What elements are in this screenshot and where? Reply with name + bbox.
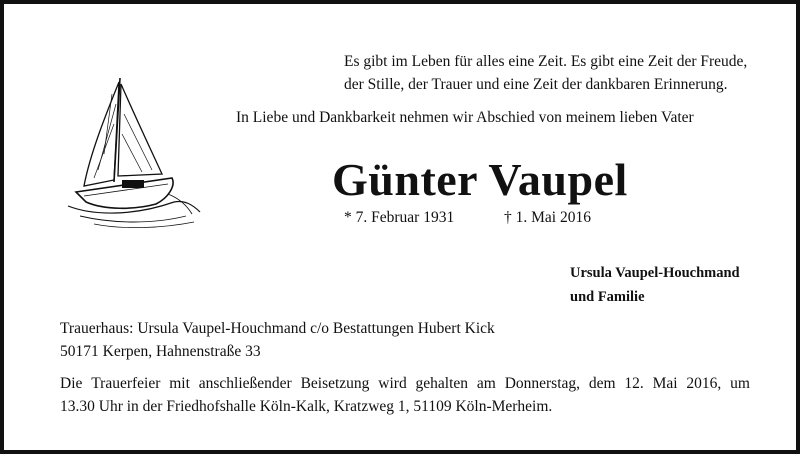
ceremony-word: 2016, bbox=[686, 375, 722, 392]
sailboat-illustration bbox=[64, 74, 204, 234]
ceremony-word: dem bbox=[588, 375, 616, 392]
birth-date: * 7. Februar 1931 bbox=[344, 209, 455, 226]
ceremony-word: mit bbox=[169, 375, 190, 392]
life-dates bbox=[344, 209, 591, 227]
ceremony-word: Die bbox=[60, 375, 83, 392]
ceremony-word: Donnerstag, bbox=[504, 375, 581, 392]
motto-quote bbox=[344, 50, 764, 96]
motto-line-1: Es gibt im Leben für alles eine Zeit. Es gibt eine Zeit der Freude, bbox=[344, 53, 748, 70]
ceremony-word: Mai bbox=[652, 375, 678, 392]
ceremony-word: Beisetzung bbox=[300, 375, 370, 392]
signers bbox=[570, 261, 740, 309]
ceremony-word: anschließender bbox=[198, 375, 292, 392]
mourning-house-line-2: 50171 Kerpen, Hahnenstraße 33 bbox=[60, 343, 261, 360]
motto-line-2: der Stille, der Trauer und eine Zeit der dankbaren Erinnerung. bbox=[344, 76, 728, 93]
signer-name: Ursula Vaupel-Houchmand bbox=[570, 265, 740, 281]
ceremony-word: um bbox=[730, 375, 750, 392]
ceremony-word: wird bbox=[378, 375, 407, 392]
ceremony-word: am bbox=[476, 375, 496, 392]
ceremony-word: Trauerfeier bbox=[91, 375, 161, 392]
ceremony-details bbox=[60, 372, 750, 418]
deceased-name: Günter Vaupel bbox=[332, 154, 628, 205]
mourning-house-address bbox=[60, 317, 495, 363]
farewell-line: In Liebe und Dankbarkeit nehmen wir Abschied von meinem lieben Vater bbox=[236, 109, 694, 126]
death-date: † 1. Mai 2016 bbox=[504, 209, 591, 226]
ceremony-word: gehalten bbox=[415, 375, 469, 392]
ceremony-line-2: 13.30 Uhr in der Friedhofshalle Köln-Kalk, Kratzweg 1, 51109 Köln-Merheim. bbox=[60, 398, 553, 415]
signer-family: und Familie bbox=[570, 289, 645, 305]
mourning-house-line-1: Trauerhaus: Ursula Vaupel-Houchmand c/o Bestattungen Hubert Kick bbox=[60, 320, 495, 337]
ceremony-word: 12. bbox=[624, 375, 644, 392]
ceremony-line-1 bbox=[60, 372, 750, 395]
